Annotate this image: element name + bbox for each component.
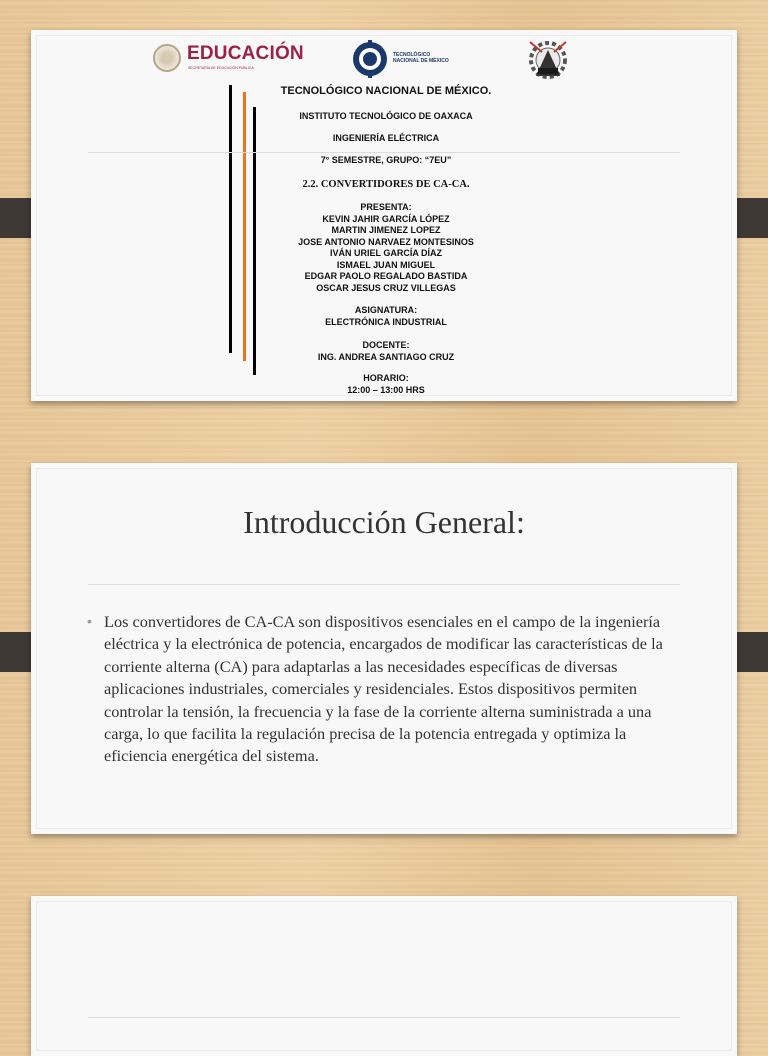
student-name: IVÁN URIEL GARCÍA DÍAZ xyxy=(329,248,442,258)
horario-value: 12:00 – 13:00 HRS xyxy=(347,384,425,395)
docente-value: ING. ANDREA SANTIAGO CRUZ xyxy=(317,351,455,362)
student-name: MARTIN JIMENEZ LOPEZ xyxy=(331,225,441,235)
institution-title: TECNOLÓGICO NACIONAL DE MÉXICO. xyxy=(280,85,492,97)
schedule-block xyxy=(231,373,541,396)
cover-slide xyxy=(31,30,737,401)
semester-group: 7° SEMESTRE, GRUPO: “7EU” xyxy=(320,155,452,165)
student-name: ISMAEL JUAN MIGUEL xyxy=(336,259,436,270)
asignatura-value: ELECTRÓNICA INDUSTRIAL xyxy=(325,316,447,327)
student-name: EDGAR PAOLO REGALADO BASTIDA xyxy=(304,271,468,281)
tecnm-logo xyxy=(352,39,454,79)
ito-gear-logo-icon xyxy=(522,38,574,82)
docente-label: DOCENTE: xyxy=(362,340,410,350)
bullet-icon: • xyxy=(87,613,92,629)
presenta-label: PRESENTA: xyxy=(360,202,412,212)
tecnm-line-2: NACIONAL DE MÉXICO xyxy=(393,58,449,64)
presenter-block xyxy=(231,202,541,294)
introduction-paragraph: Los convertidores de CA-CA son dispositivos esenciales en el campo de la ingeniería eléctrica y la electrónica de potencia, encargados de modificar las características de la corriente alterna (CA) para adaptarlas a las necesidades específicas de diversas aplicaciones industriales, comerciales y residenciales. Estos dispositivos permiten controlar la tensión, la frecuencia y la fase de la corriente alterna suministrada a una carga, lo que facilita la regulación precisa de la potencia entregada y optimiza la eficiencia energética del sistema. xyxy=(104,612,663,766)
tecnm-emblem-icon xyxy=(352,39,388,79)
next-slide xyxy=(31,896,737,1056)
career-name: INGENIERÍA ELÉCTRICA xyxy=(332,133,440,143)
tecnm-line-1: TECNOLÓGICO xyxy=(393,52,431,58)
educacion-logo-text: EDUCACIÓN xyxy=(187,43,304,64)
subject-block xyxy=(231,305,541,328)
divider xyxy=(88,584,680,585)
educacion-logo xyxy=(153,42,304,76)
slide-title: Introducción General: xyxy=(243,504,525,540)
student-name: OSCAR JESUS CRUZ VILLEGAS xyxy=(316,282,456,293)
student-name: JOSE ANTONIO NARVAEZ MONTESINOS xyxy=(298,236,474,247)
asignatura-label: ASIGNATURA: xyxy=(354,305,418,315)
topic-title: 2.2. CONVERTIDORES DE CA-CA. xyxy=(302,179,470,190)
introduction-slide xyxy=(31,463,737,834)
divider xyxy=(88,1017,680,1018)
teacher-block xyxy=(231,340,541,363)
educacion-logo-subtext: SECRETARÍA DE EDUCACIÓN PÚBLICA xyxy=(188,66,254,70)
horario-label: HORARIO: xyxy=(363,373,409,383)
coat-of-arms-icon xyxy=(153,44,181,72)
campus-name: INSTITUTO TECNOLÓGICO DE OAXACA xyxy=(299,111,473,121)
divider xyxy=(88,152,680,153)
tecnm-logo-text xyxy=(393,52,449,64)
student-name: KEVIN JAHIR GARCÍA LÓPEZ xyxy=(322,213,450,224)
